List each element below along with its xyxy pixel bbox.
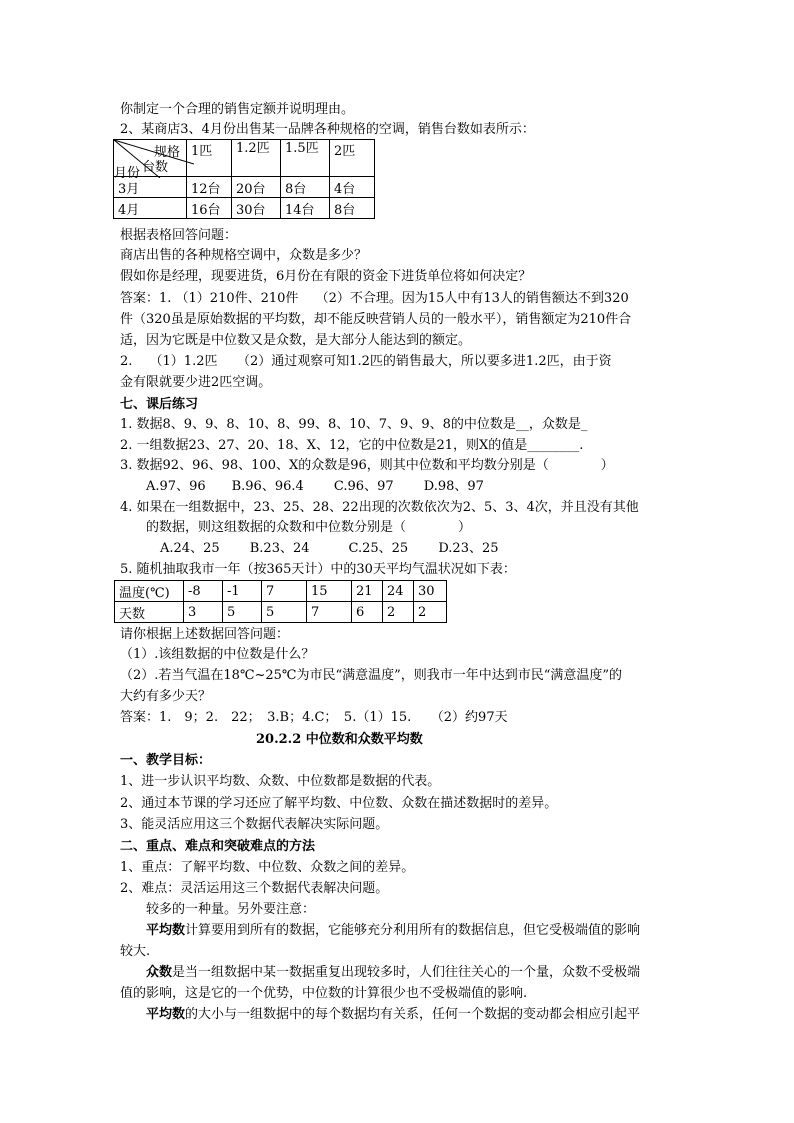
text-line: 1、进一步认识平均数、众数、中位数都是数据的代表。 [120, 774, 441, 789]
paragraph-line: 众数是当一组数据中某一数据重复出现较多时，人们往往关心的一个量，众数不受极端 [146, 965, 641, 980]
paragraph-line: 平均数的大小与一组数据中的每个数据均有关系，任何一个数据的变动都会相应引起平 [146, 1007, 641, 1022]
col-header: 1.2匹 [232, 140, 281, 177]
exercise-line: 3. 数据92、96、98、100、X的众数是96，则其中位数和平均数分别是（ ） [120, 458, 614, 473]
diagonal-header-cell [114, 140, 187, 181]
text-line: 2. （1）1.2匹 （2）通过观察可知1.2匹的销售最大，所以要多进1.2匹，由于资 [120, 354, 612, 369]
exercise-options: A.97、96 B.96、96.4 C.96、97 D.98、97 [146, 479, 484, 494]
text-line: 1、重点：了解平均数、中位数、众数之间的差异。 [120, 860, 415, 875]
table-cell: 5 [223, 602, 262, 623]
text-line: 根据表格回答问题： [120, 228, 238, 243]
exercise-line: 的数据，则这组数据的众数和中位数分别是（ ） [146, 520, 472, 535]
term: 平均数 [146, 1007, 186, 1022]
table-cell: 2 [414, 602, 447, 623]
table-cell: 8台 [281, 177, 330, 198]
header-month: 月份 [114, 166, 141, 181]
paragraph-line: 平均数计算要用到所有的数据，它能够充分利用所有的数据信息，但它受极端值的影响 [146, 923, 641, 938]
table-cell: 温度(℃) [115, 581, 184, 602]
text-line: 2、难点：灵活运用这三个数据代表解决问题。 [120, 881, 389, 896]
table-row [114, 198, 375, 219]
table-cell: 3 [184, 602, 223, 623]
table-cell: 7 [307, 602, 352, 623]
table-cell: 21 [352, 581, 383, 602]
table-cell: 6 [352, 602, 383, 623]
col-header: 1.5匹 [281, 140, 330, 177]
exercise-line: 4. 如果在一组数据中，23、25、28、22出现的次数依次为2、5、3、4次，并且没有其他 [120, 500, 639, 515]
text-line: 件（320虽是原始数据的平均数，却不能反映营销人员的一般水平），销售额定为210件合 [120, 312, 632, 327]
text-line: 答案：1. 9；2. 22； 3.B；4.C； 5.（1）15. （2）约97天 [120, 710, 508, 725]
table-cell: 4台 [330, 177, 375, 198]
text-line: 金有限就要少进2匹空调。 [120, 375, 272, 390]
section-heading: 二、重点、难点和突破难点的方法 [120, 839, 316, 854]
text-line: 假如你是经理，现要进货，6月份在有限的资金下进货单位将如何决定？ [120, 269, 532, 284]
page-title: 20.2.2 中位数和众数平均数 [256, 732, 423, 747]
text-line: 适，因为它既是中位数又是众数，是大部分人能达到的额定。 [120, 333, 472, 348]
table-cell: 15 [307, 581, 352, 602]
term: 众数 [146, 965, 173, 980]
table-row [114, 177, 375, 198]
table-cell: 天数 [115, 602, 184, 623]
paragraph-line: 值的影响，这是它的一个优势，中位数的计算很少也不受极端值的影响. [120, 986, 528, 1001]
table-cell: 5 [262, 602, 307, 623]
term: 平均数 [146, 923, 186, 938]
row-label: 4月 [114, 198, 187, 219]
row-label: 3月 [114, 177, 187, 198]
col-header: 2匹 [330, 140, 375, 177]
exercise-options: A.24、25 B.23、24 C.25、25 D.23、25 [160, 541, 499, 556]
table-row [115, 602, 447, 623]
table-cell: 30台 [232, 198, 281, 219]
header-count: 台数 [142, 160, 169, 175]
table-cell: 24 [383, 581, 414, 602]
text-line: 较多的一种量。另外要注意： [146, 902, 316, 917]
table-cell: -8 [184, 581, 223, 602]
text-line: 2、某商店3、4月份出售某一品牌各种规格的空调，销售台数如表所示： [120, 122, 535, 137]
section-heading: 一、教学目标： [120, 753, 212, 768]
table-cell: 7 [262, 581, 307, 602]
exercise-line: 5. 随机抽取我市一年（按365天计）中的30天平均气温状况如下表： [120, 562, 516, 577]
text-line: 商店出售的各种规格空调中，众数是多少？ [120, 248, 368, 263]
text-line: （2）.若当气温在18℃~25℃为市民“满意温度”，则我市一年中达到市民“满意温度”的 [120, 668, 623, 683]
table-cell: 16台 [187, 198, 232, 219]
exercise-line: 2. 一组数据23、27、20、18、X、12，它的中位数是21，则X的值是________. [120, 438, 584, 453]
section-heading: 七、课后练习 [120, 397, 199, 412]
text-line: 大约有多少天？ [120, 689, 212, 704]
exercise-line: 1. 数据8、9、9、8、10、8、99、8、10、7、9、9、8的中位数是__，众数是_ [120, 417, 588, 432]
text-line: 3、能灵活应用这三个数据代表解决实际问题。 [120, 817, 389, 832]
table-cell: 20台 [232, 177, 281, 198]
table-cell: 8台 [330, 198, 375, 219]
text-line: 答案：1. （1）210件、210件 （2）不合理。因为15人中有13人的销售额达不到320 [120, 291, 629, 306]
table-row [115, 581, 447, 602]
header-spec: 规格 [154, 145, 181, 160]
text-line: 2、通过本节课的学习还应了解平均数、中位数、众数在描述数据时的差异。 [120, 796, 558, 811]
col-header: 1匹 [187, 140, 232, 177]
paragraph-line: 较大. [120, 944, 151, 959]
aircon-sales-table [113, 139, 375, 219]
text-line: （1）.该组数据的中位数是什么？ [120, 647, 315, 662]
table-cell: 30 [414, 581, 447, 602]
text-line: 请你根据上述数据回答问题： [120, 627, 290, 642]
table-cell: -1 [223, 581, 262, 602]
table-cell: 14台 [281, 198, 330, 219]
table-cell: 2 [383, 602, 414, 623]
table-cell: 12台 [187, 177, 232, 198]
text-line: 你制定一个合理的销售定额并说明理由。 [120, 102, 355, 117]
temperature-table [114, 580, 447, 623]
